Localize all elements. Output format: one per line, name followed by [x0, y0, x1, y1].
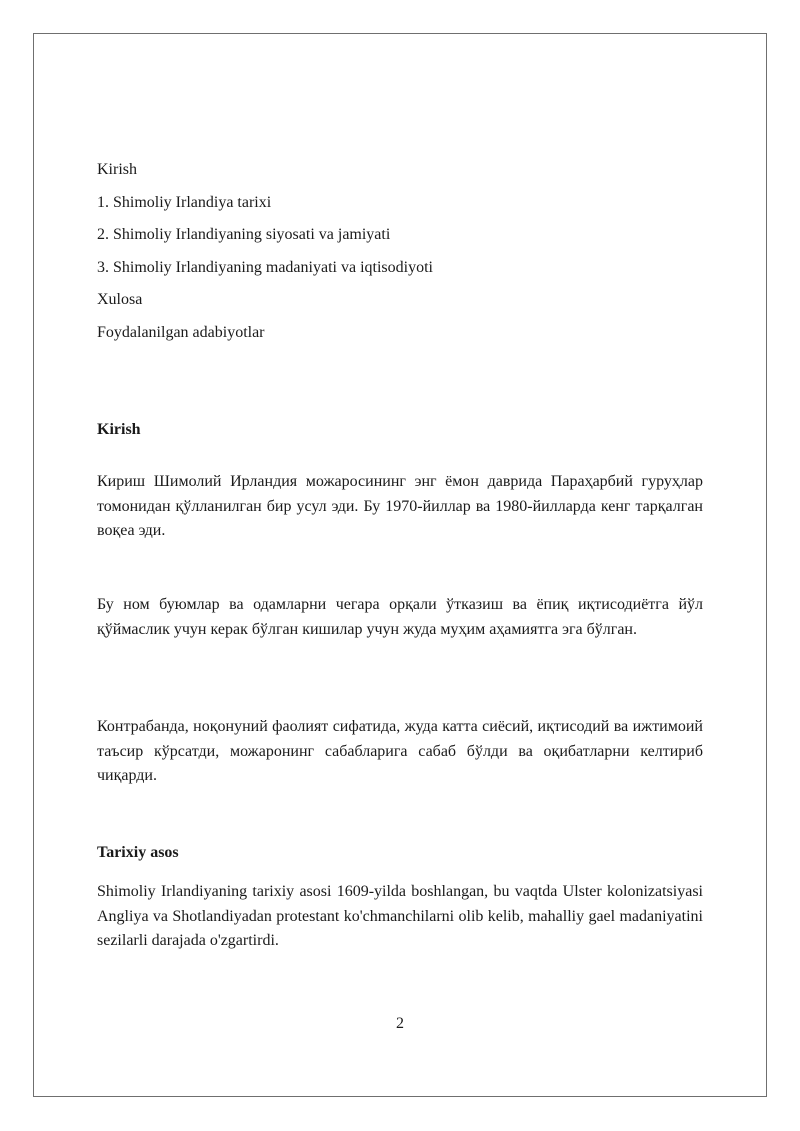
intro-paragraph-3-block	[97, 715, 703, 789]
paragraph: Бу ном буюмлар ва одамларни чегара орқали ўтказиш ва ёпиқ иқтисодиётга йўл қўймаслик учун керак бўлган кишилар учун жуда муҳим аҳамиятга эга бўлган.	[97, 596, 703, 638]
history-heading-block	[97, 843, 703, 863]
toc-item-kirish: Kirish	[97, 161, 137, 178]
intro-paragraph-1-block	[97, 470, 703, 544]
toc-item-history: 1. Shimoliy Irlandiya tarixi	[97, 193, 272, 211]
toc-item-references: Foydalanilgan adabiyotlar	[97, 323, 265, 341]
paragraph: Контрабанда, ноқонуний фаолият сифатида, жуда катта сиёсий, иқтисодий ва ижтимоий таъсир кўрсатди, можаронинг сабабларига сабаб бўлди ва оқибатларни келтириб чиқарди.	[97, 718, 703, 784]
history-paragraph-block	[97, 880, 703, 954]
table-of-contents	[97, 160, 703, 355]
section-heading-tarixiy-asos: Tarixiy asos	[97, 844, 179, 861]
paragraph: Кириш Шимолий Ирландия можаросининг энг ёмон даврида Параҳарбий гуруҳлар томонидан қўлланилган бир усул эди. Бу 1970-йиллар ва 1980-йилларда кенг тарқалган воқеа эди.	[97, 473, 703, 539]
intro-paragraph-2-block	[97, 593, 703, 642]
toc-item-culture: 3. Shimoliy Irlandiyaning madaniyati va iqtisodiyoti	[97, 258, 433, 276]
section-heading-kirish: Kirish	[97, 421, 141, 438]
toc-item-politics: 2. Shimoliy Irlandiyaning siyosati va jamiyati	[97, 226, 391, 243]
paragraph: Shimoliy Irlandiyaning tarixiy asosi 1609-yilda boshlangan, bu vaqtda Ulster kolonizatsiyasi Angliya va Shotlandiyadan protestant ko'chmanchilarni olib kelib, mahalliy gael madaniyatini sezilarli darajada o'zgartirdi.	[97, 883, 703, 949]
intro-heading-block	[97, 420, 703, 440]
toc-item-conclusion: Xulosa	[97, 291, 143, 308]
page-number: 2	[396, 1015, 404, 1032]
